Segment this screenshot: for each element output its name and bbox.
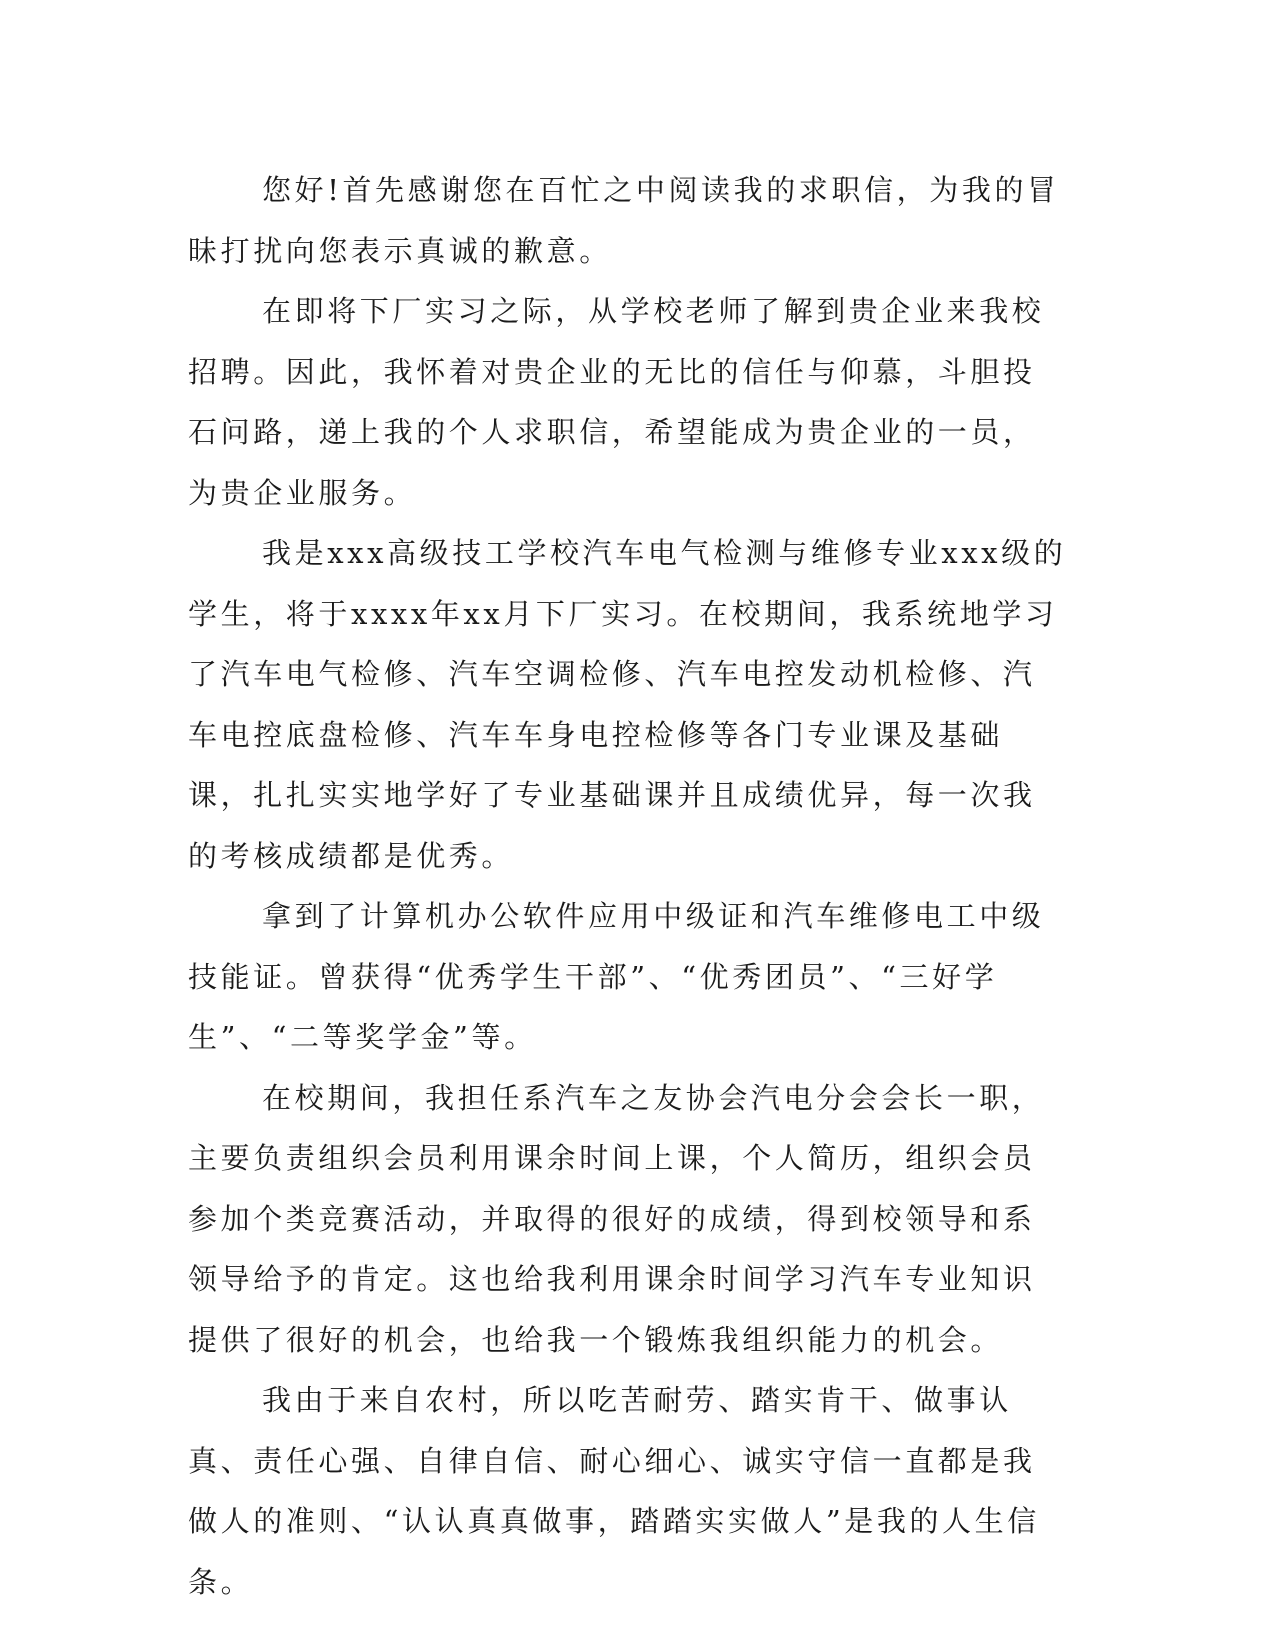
paragraph-activities: 在校期间，我担任系汽车之友协会汽电分会会长一职，主要负责组织会员利用课余时间上课，个人简历，组织会员参加个类竞赛活动，并取得的很好的成绩，得到校领导和系领导给予的肯定。这也给我利用课余时间学习汽车专业知识提供了很好的机会，也给我一个锻炼我组织能力的机会。 [188,1080,1045,1357]
paragraph-intent: 在即将下厂实习之际，从学校老师了解到贵企业来我校招聘。因此，我怀着对贵企业的无比的信任与仰慕，斗胆投石问路，递上我的个人求职信，希望能成为贵企业的一员，为贵企业服务。 [188,294,1045,510]
paragraph-education: 我是xxx高级技工学校汽车电气检测与维修专业xxx级的学生，将于xxxx年xx月下厂实习。在校期间，我系统地学习了汽车电气检修、汽车空调检修、汽车电控发动机检修、汽车电控底盘检修、汽车车身电控检修等各门专业课及基础课，扎扎实实地学好了专业基础课并且成绩优异，每一次我的考核成绩都是优秀。 [188,536,1067,873]
paragraph-greeting: 您好!首先感谢您在百忙之中阅读我的求职信，为我的冒昧打扰向您表示真诚的歉意。 [188,173,1060,268]
letter-body [188,160,1068,1612]
paragraph-awards: 拿到了计算机办公软件应用中级证和汽车维修电工中级技能证。曾获得“优秀学生干部”、“优秀团员”、“三好学生”、“二等奖学金”等。 [188,899,1045,1054]
paragraph-character: 我由于来自农村，所以吃苦耐劳、踏实肯干、做事认真、责任心强、自律自信、耐心细心、诚实守信一直都是我做人的准则、“认认真真做事，踏踏实实做人”是我的人生信条。 [188,1383,1040,1599]
